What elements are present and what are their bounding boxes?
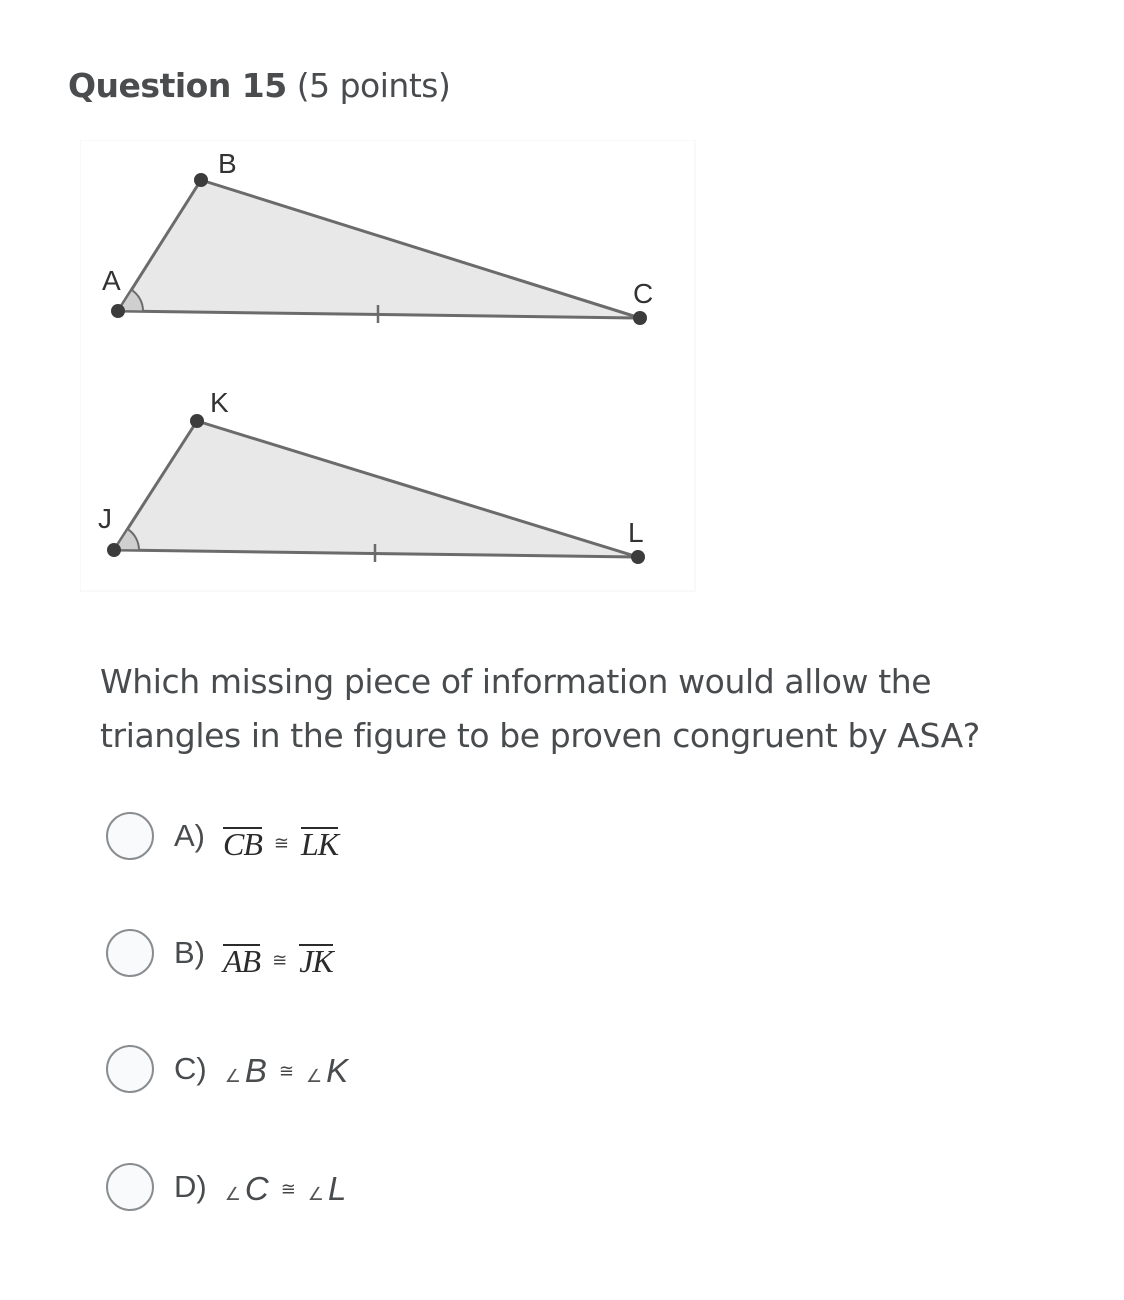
- segment-left: CB: [223, 826, 262, 862]
- radio-button-b[interactable]: [106, 929, 154, 977]
- point-k: [190, 414, 204, 428]
- angle-right-label: K: [326, 1052, 349, 1089]
- angle-icon: ∠: [305, 1066, 323, 1086]
- angle-icon: ∠: [224, 1184, 241, 1204]
- radio-button-d[interactable]: [106, 1163, 154, 1211]
- point-b: [194, 173, 208, 187]
- option-c[interactable]: [106, 1041, 348, 1097]
- angle-right: [306, 1052, 348, 1090]
- congruent-symbol: ≅: [278, 1060, 294, 1082]
- label-b: B: [218, 148, 237, 179]
- radio-button-c[interactable]: [106, 1045, 154, 1093]
- option-math: [223, 943, 333, 979]
- congruent-symbol: ≅: [273, 832, 289, 854]
- radio-button-a[interactable]: [106, 812, 154, 860]
- angle-left: [225, 1052, 267, 1090]
- option-b[interactable]: [106, 925, 333, 981]
- triangle-figure: [80, 140, 696, 592]
- option-letter: C): [174, 1051, 207, 1086]
- label-j: J: [98, 503, 112, 534]
- label-k: K: [210, 387, 229, 418]
- point-a: [111, 304, 125, 318]
- option-letter: D): [174, 1169, 207, 1204]
- angle-right: [308, 1170, 347, 1208]
- question-title: Question 15: [68, 66, 287, 105]
- point-c: [633, 311, 647, 325]
- angle-left: [225, 1170, 269, 1208]
- congruent-symbol: ≅: [272, 949, 288, 971]
- question-prompt: Which missing piece of information would allow the triangles in the figure to be proven congruent by ASA?: [100, 662, 980, 755]
- option-letter: B): [174, 935, 205, 970]
- question-points: (5 points): [296, 66, 451, 105]
- option-math: [225, 1170, 347, 1208]
- congruent-symbol: ≅: [280, 1178, 296, 1200]
- angle-icon: ∠: [224, 1066, 241, 1086]
- segment-right: LK: [300, 826, 339, 862]
- option-a[interactable]: [106, 808, 338, 864]
- label-a: A: [102, 265, 121, 296]
- segment-right: JK: [299, 943, 333, 979]
- option-letter: A): [174, 818, 205, 853]
- segment-left: AB: [223, 943, 261, 979]
- option-d[interactable]: [106, 1159, 346, 1215]
- point-l: [631, 550, 645, 564]
- label-c: C: [633, 278, 654, 309]
- angle-left-label: C: [244, 1170, 269, 1207]
- angle-right-label: L: [327, 1170, 347, 1207]
- angle-left-label: B: [244, 1052, 267, 1089]
- question-header: [68, 62, 450, 110]
- option-math: [223, 826, 339, 862]
- option-math: [225, 1052, 348, 1090]
- label-l: L: [628, 517, 644, 548]
- point-j: [107, 543, 121, 557]
- angle-icon: ∠: [307, 1184, 324, 1204]
